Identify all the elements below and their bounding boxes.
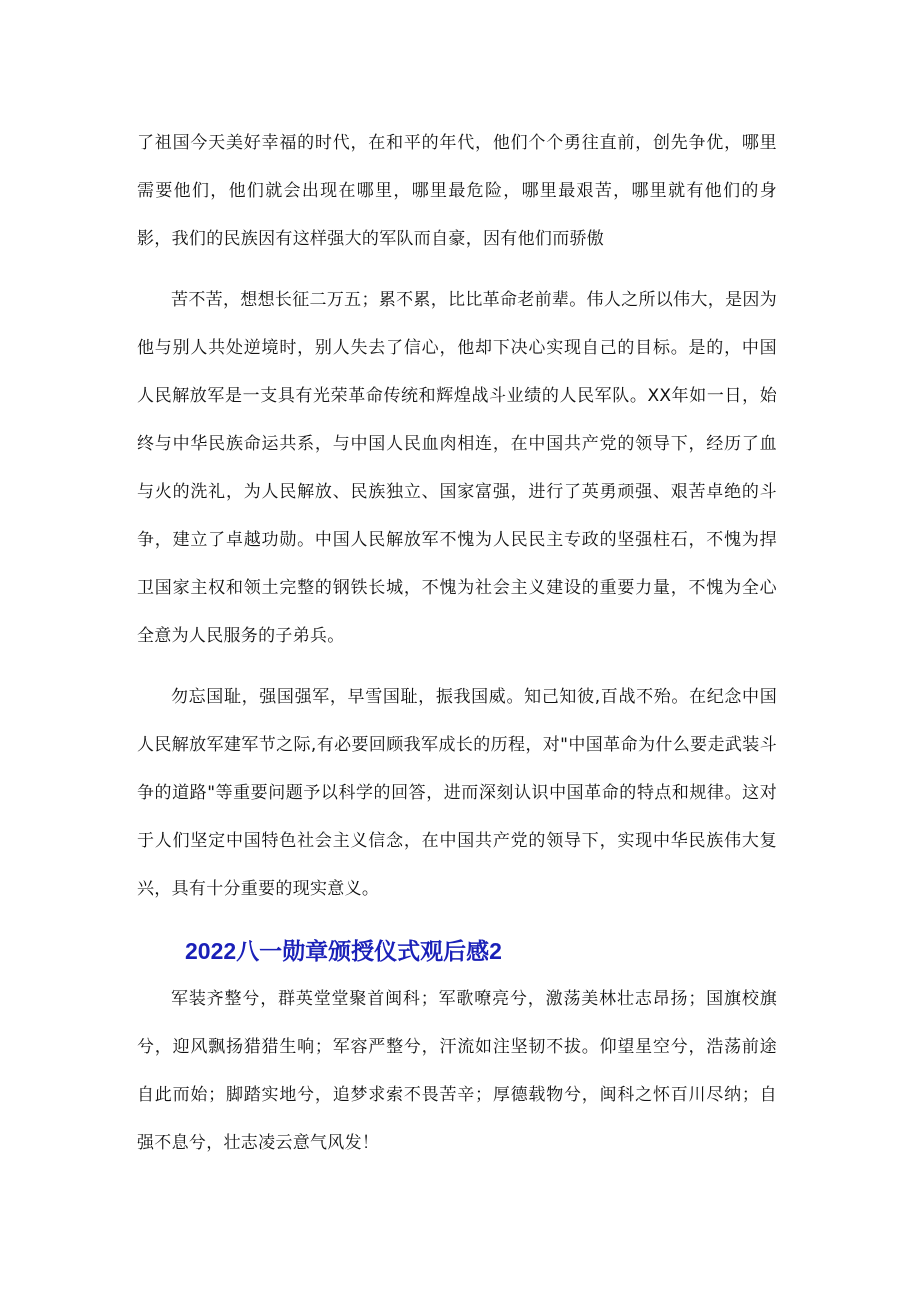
paragraph-2: 苦不苦，想想长征二万五；累不累，比比革命老前辈。伟人之所以伟大，是因为他与别人共处逆境时，别人失去了信心，他却下决心实现自己的目标。是的，中国人民解放军是一支具有光荣革命传统和辉煌战斗业绩的人民军队。XX年如一日，始终与中华民族命运共系，与中国人民血肉相连，在中国共产党的领导下，经历了血与火的洗礼，为人民解放、民族独立、国家富强，进行了英勇顽强、艰苦卓绝的斗争，建立了卓越功勋。中国人民解放军不愧为人民民主专政的坚强柱石，不愧为捍卫国家主权和领土完整的钢铁长城，不愧为社会主义建设的重要力量，不愧为全心全意为人民服务的子弟兵。 xyxy=(137,290,777,646)
paragraph-gap xyxy=(137,263,777,276)
paragraph-gap xyxy=(137,660,777,673)
paragraph-4: 军装齐整兮，群英堂堂聚首闽科；军歌嘹亮兮，激荡美林壮志昂扬；国旗校旗兮，迎风飘扬猎猎生响；军容严整兮，汗流如注坚韧不拔。仰望星空兮，浩荡前途自此而始；脚踏实地兮，追梦求索不畏苦辛；厚德载物兮，闽科之怀百川尽纳；自强不息兮，壮志凌云意气风发！ xyxy=(137,989,777,1153)
paragraph-3: 勿忘国耻，强国强军，早雪国耻，振我国威。知己知彼,百战不殆。在纪念中国人民解放军建军节之际,有必要回顾我军成长的历程，对"中国革命为什么要走武装斗争的道路"等重要问题予以科学的回答，进而深刻认识中国革命的特点和规律。这对于人们坚定中国特色社会主义信念，在中国共产党的领导下，实现中华民族伟大复兴，具有十分重要的现实意义。 xyxy=(137,687,777,899)
paragraph-1: 了祖国今天美好幸福的时代，在和平的年代，他们个个勇往直前，创先争优，哪里需要他们，他们就会出现在哪里，哪里最危险，哪里最艰苦，哪里就有他们的身影，我们的民族因有这样强大的军队而自豪，因有他们而骄傲 xyxy=(137,133,777,249)
section-heading: 2022八一勋章颁授仪式观后感2 xyxy=(185,938,502,964)
document-page xyxy=(137,119,777,1167)
heading-gap xyxy=(137,913,777,927)
